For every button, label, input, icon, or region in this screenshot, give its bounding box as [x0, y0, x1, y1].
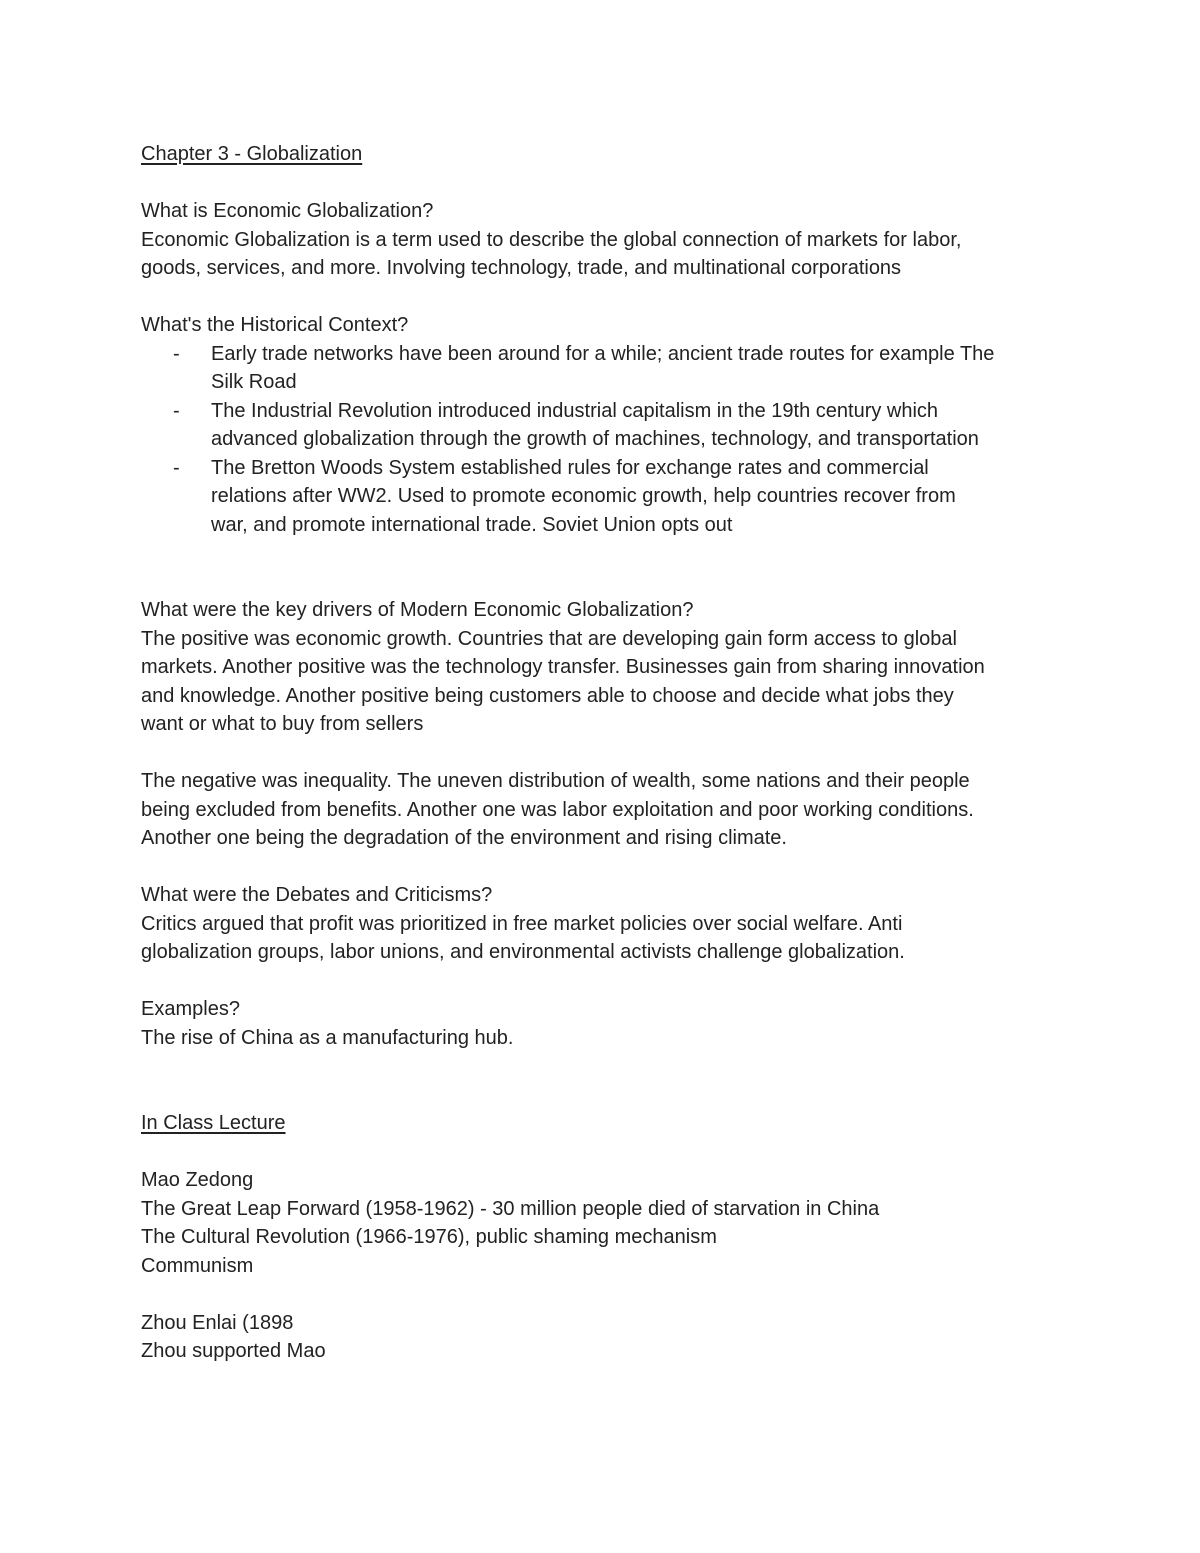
document-body: [141, 140, 1071, 1366]
spacer: [141, 853, 1071, 882]
drivers-question: What were the key drivers of Modern Economic Globalization?: [141, 599, 694, 621]
examples-answer-line: The rise of China as a manufacturing hub.: [141, 1026, 514, 1049]
debates-answer-line: globalization groups, labor unions, and environmental activists challenge globalization.: [141, 941, 905, 963]
lecture-mao-line: Communism: [141, 1254, 254, 1277]
bullet-line: The Bretton Woods System established rules for exchange rates and commercial: [211, 456, 929, 479]
drivers-negative-line: being excluded from benefits. Another one was labor exploitation and poor working conditions.: [141, 798, 974, 821]
spacer: [141, 169, 1071, 198]
spacer: [141, 1138, 1071, 1167]
debates-answer-line: Critics argued that profit was prioritized in free market policies over social welfare. Anti: [141, 912, 903, 935]
bullet-dash: -: [173, 399, 180, 422]
bullet-line: relations after WW2. Used to promote economic growth, help countries recover from: [211, 485, 956, 507]
drivers-positive-line: markets. Another positive was the technology transfer. Businesses gain from sharing innovation: [141, 656, 985, 678]
spacer: [141, 539, 1071, 596]
historical-bullet-list: [141, 340, 1071, 540]
lecture-mao-line: Mao Zedong: [141, 1169, 254, 1191]
lecture-heading: In Class Lecture: [141, 1112, 286, 1134]
bullet-line: advanced globalization through the growth of machines, technology, and transportation: [211, 428, 979, 450]
bullet-line: The Industrial Revolution introduced industrial capitalism in the 19th century which: [211, 399, 939, 422]
bullet-line: Early trade networks have been around for a while; ancient trade routes for example The: [211, 342, 995, 365]
bullet-dash: -: [173, 342, 180, 365]
spacer: [141, 1280, 1071, 1309]
bullet-dash: -: [173, 456, 180, 479]
lecture-zhou-line: Zhou supported Mao: [141, 1340, 326, 1362]
drivers-positive-line: The positive was economic growth. Countries that are developing gain form access to global: [141, 627, 957, 650]
lecture-mao-line: The Cultural Revolution (1966-1976), public shaming mechanism: [141, 1226, 717, 1248]
economic-answer-line: goods, services, and more. Involving technology, trade, and multinational corporations: [141, 257, 902, 279]
historical-bullet: [141, 454, 1071, 540]
lecture-zhou-line: Zhou Enlai (1898: [141, 1311, 294, 1334]
drivers-negative-line: The negative was inequality. The uneven distribution of wealth, some nations and their people: [141, 770, 970, 792]
spacer: [141, 1052, 1071, 1109]
drivers-positive-line: and knowledge. Another positive being customers able to choose and decide what jobs they: [141, 684, 954, 707]
bullet-line: Silk Road: [211, 371, 297, 393]
historical-question: What's the Historical Context?: [141, 314, 409, 336]
historical-bullet: [141, 397, 1071, 454]
economic-question: What is Economic Globalization?: [141, 200, 434, 222]
spacer: [141, 739, 1071, 768]
lecture-mao-line: The Great Leap Forward (1958-1962) - 30 million people died of starvation in China: [141, 1197, 880, 1220]
bullet-line: war, and promote international trade. Soviet Union opts out: [211, 513, 733, 536]
drivers-negative-line: Another one being the degradation of the environment and rising climate.: [141, 827, 787, 849]
chapter-heading: Chapter 3 - Globalization: [141, 143, 363, 165]
drivers-positive-line: want or what to buy from sellers: [141, 713, 424, 735]
spacer: [141, 283, 1071, 312]
examples-question: Examples?: [141, 998, 240, 1020]
historical-bullet: [141, 340, 1071, 397]
debates-question: What were the Debates and Criticisms?: [141, 884, 493, 906]
spacer: [141, 967, 1071, 996]
economic-answer-line: Economic Globalization is a term used to describe the global connection of markets for labor,: [141, 228, 962, 251]
